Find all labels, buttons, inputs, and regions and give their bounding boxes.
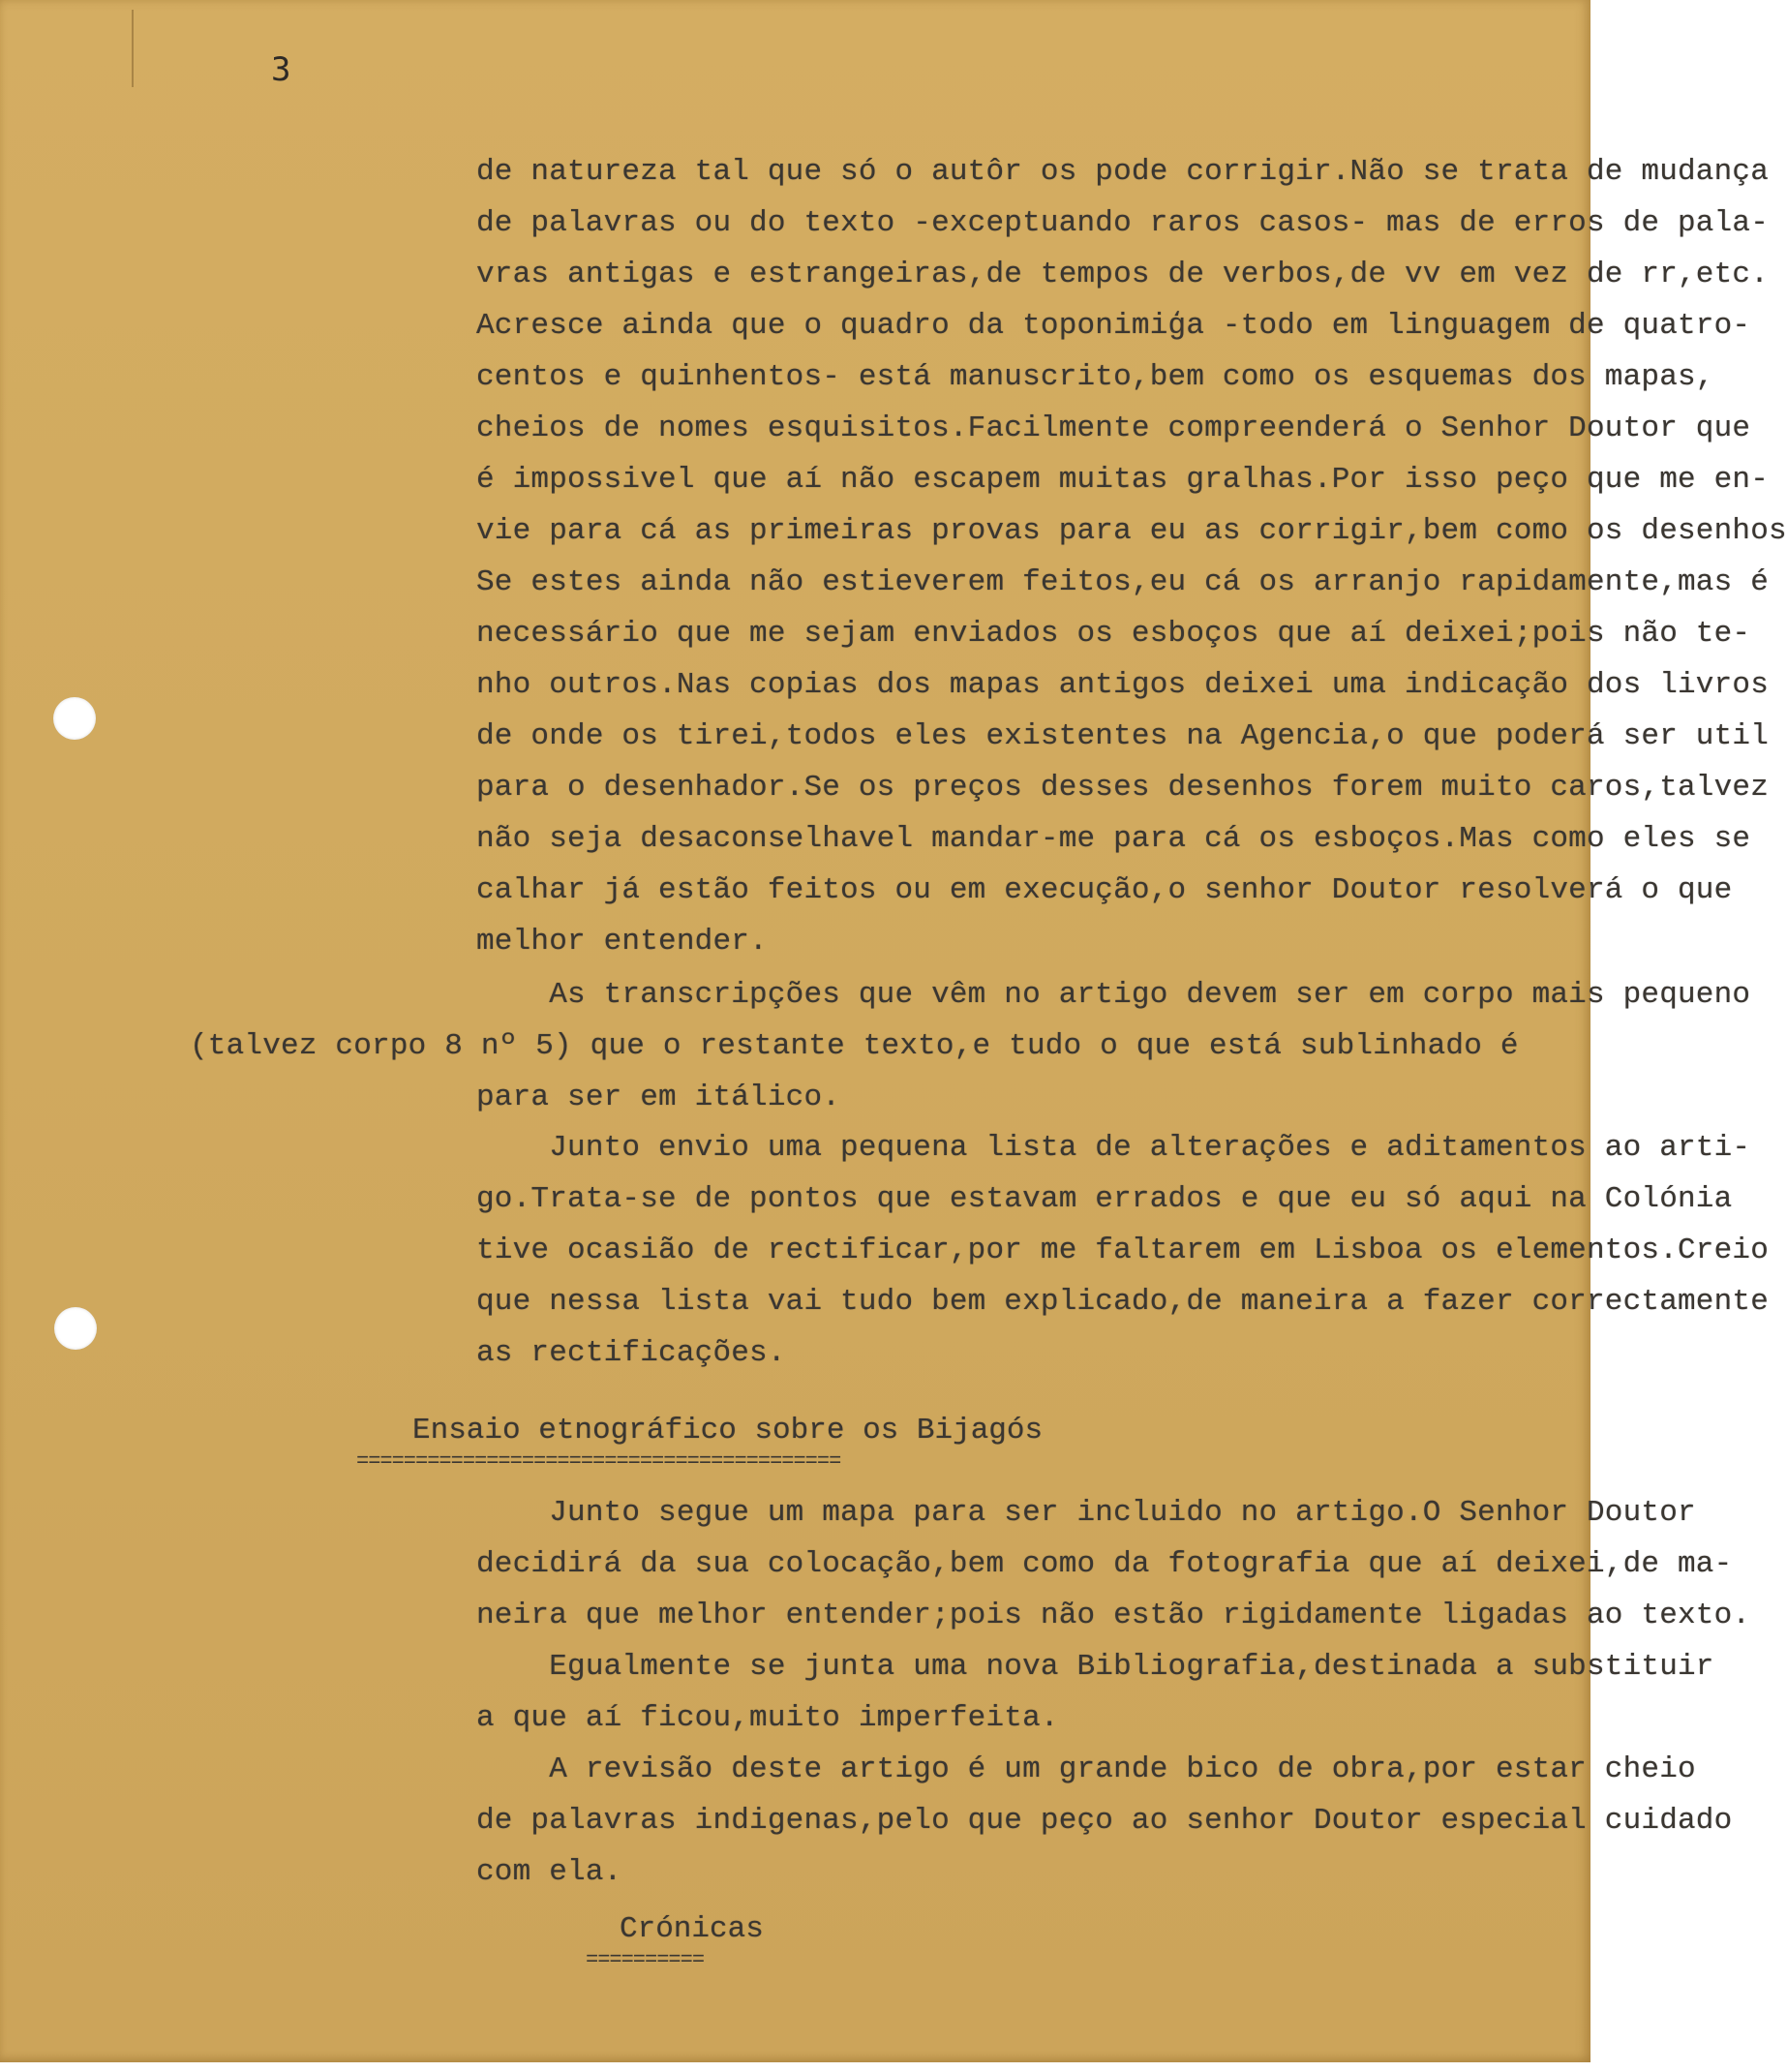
text-line: para ser em itálico. (476, 1081, 841, 1114)
punch-hole-bottom (54, 1307, 97, 1350)
heading-underline-cronicas: ========== (586, 1948, 705, 1972)
text-line: (talvez corpo 8 nº 5) que o restante texto,e tudo o que está sublinhado é (190, 1029, 1519, 1063)
text-line: de natureza tal que só o autôr os pode corrigir.Não se trata de mudança (476, 155, 1770, 189)
text-line: com ela. (476, 1855, 622, 1889)
text-line: Acresce ainda que o quadro da toponimiģa -todo em linguagem de quatro- (476, 309, 1751, 343)
text-line: neira que melhor entender;pois não estão rigidamente ligadas ao texto. (476, 1599, 1751, 1632)
text-line: cheios de nomes esquisitos.Facilmente compreenderá o Senhor Doutor que (476, 411, 1751, 445)
text-line: nho outros.Nas copias dos mapas antigos deixei uma indicação dos livros (476, 668, 1770, 702)
page-number: 3 (271, 50, 291, 89)
text-line: centos e quinhentos- está manuscrito,bem como os esquemas dos mapas, (476, 360, 1714, 394)
text-line: a que aí ficou,muito imperfeita. (476, 1701, 1059, 1735)
text-line: necessário que me sejam enviados os esboços que aí deixei;pois não te- (476, 617, 1751, 651)
text-line: para o desenhador.Se os preços desses desenhos forem muito caros,talvez (476, 771, 1770, 805)
text-line: decidirá da sua colocação,bem como da fotografia que aí deixei,de ma- (476, 1547, 1733, 1581)
text-line: go.Trata-se de pontos que estavam errados e que eu só aqui na Colónia (476, 1182, 1733, 1216)
margin-mark (132, 10, 134, 87)
paragraph-3 (238, 1131, 1770, 1370)
text-line: Junto segue um mapa para ser incluido no artigo.O Senhor Doutor (476, 1496, 1696, 1530)
text-line: calhar já estão feitos ou em execução,o senhor Doutor resolverá o que (476, 873, 1733, 907)
paragraph-4 (238, 1496, 1751, 1632)
text-line: Egualmente se junta uma nova Bibliografia,destinada a substituir (476, 1650, 1714, 1684)
text-line: as rectificações. (476, 1336, 786, 1370)
section-heading-cronicas: Crónicas (620, 1912, 764, 1946)
text-line: de palavras ou do texto -exceptuando raros casos- mas de erros de pala- (476, 206, 1770, 240)
paragraph-5 (238, 1650, 1714, 1752)
section-heading-ensaio: Ensaio etnográfico sobre os Bijagós (412, 1414, 1044, 1447)
text-line: melhor entender. (476, 925, 768, 959)
text-line: tive ocasião de rectificar,por me faltarem em Lisboa os elementos.Creio (476, 1234, 1770, 1267)
page-edge (0, 2062, 1590, 2072)
text-line: vras antigas e estrangeiras,de tempos de verbos,de vv em vez de rr,etc. (476, 258, 1770, 291)
heading-underline-ensaio: ========================================= (356, 1449, 841, 1474)
text-line: não seja desaconselhavel mandar-me para cá os esboços.Mas como eles se (476, 822, 1751, 856)
text-line: As transcripções que vêm no artigo devem ser em corpo mais pequeno (476, 978, 1751, 1012)
text-line: Junto envio uma pequena lista de alterações e aditamentos ao arti- (476, 1131, 1751, 1165)
text-line: de onde os tirei,todos eles existentes na Agencia,o que poderá ser util (476, 719, 1770, 753)
paragraph-1 (238, 155, 1787, 959)
text-line: A revisão deste artigo é um grande bico de obra,por estar cheio (476, 1752, 1696, 1786)
paragraph-2 (190, 978, 1751, 1114)
text-line: vie para cá as primeiras provas para eu as corrigir,bem como os desenhos (476, 514, 1787, 548)
text-line: Se estes ainda não estieverem feitos,eu cá os arranjo rapidamente,mas é (476, 565, 1770, 599)
punch-hole-top (53, 697, 96, 740)
text-line: que nessa lista vai tudo bem explicado,de maneira a fazer correctamente (476, 1285, 1770, 1319)
text-line: é impossivel que aí não escapem muitas gralhas.Por isso peço que me en- (476, 463, 1770, 497)
paragraph-6 (238, 1752, 1733, 1889)
text-line: de palavras indigenas,pelo que peço ao senhor Doutor especial cuidado (476, 1804, 1733, 1838)
